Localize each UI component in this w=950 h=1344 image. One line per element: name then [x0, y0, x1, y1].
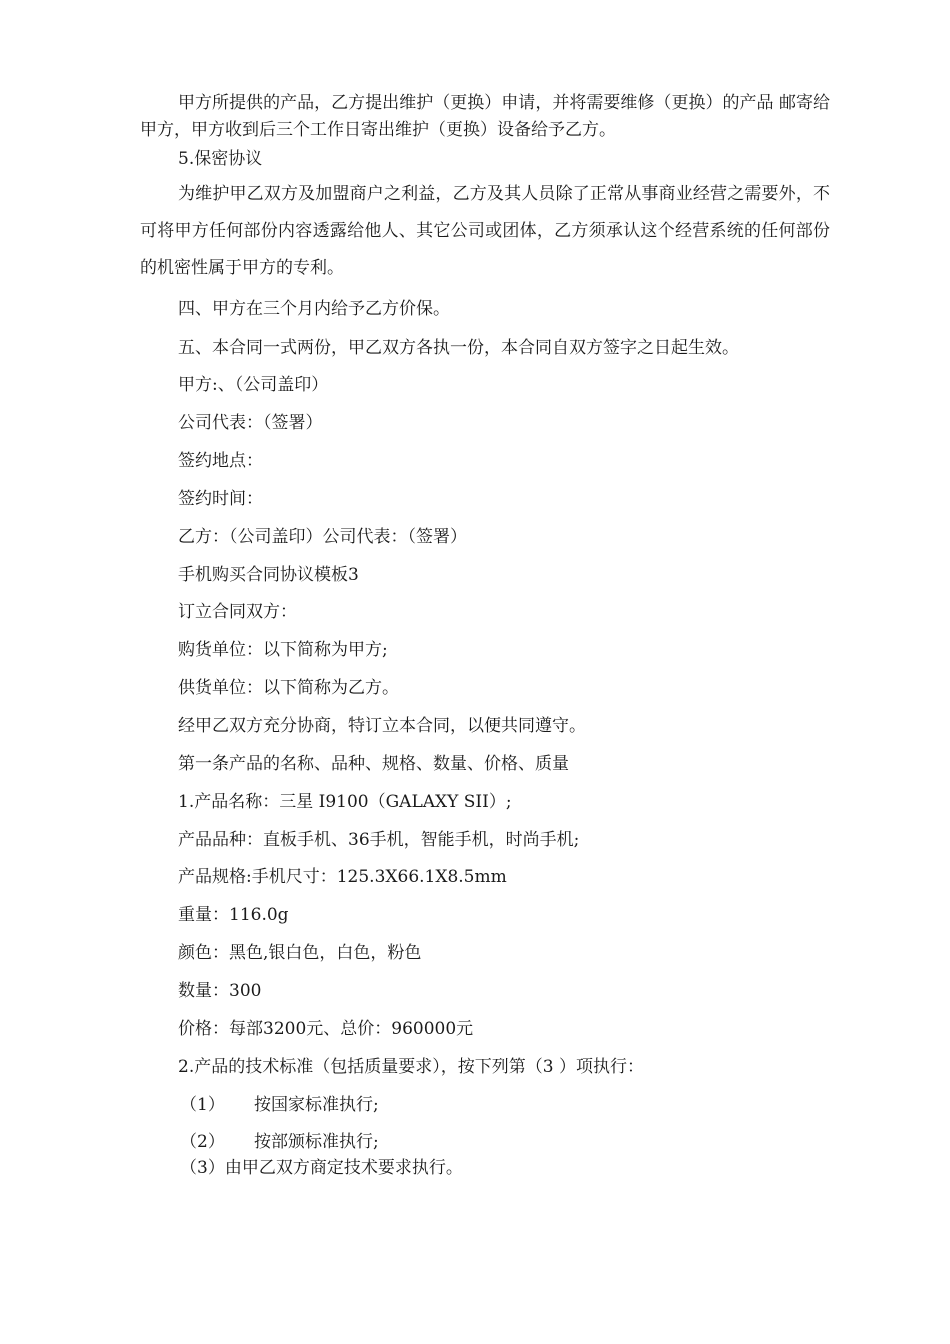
contract-parties: 订立合同双方： [178, 602, 297, 622]
list-item-2-number: （2） [180, 1132, 225, 1152]
party-a-seal: 甲方:、（公司盖印） [178, 375, 329, 395]
product-specification: 产品规格:手机尺寸：125.3X66.1X8.5mm [178, 867, 507, 887]
party-a-representative: 公司代表：（签署） [178, 413, 323, 433]
paragraph-product-maintenance: 甲方所提供的产品，乙方提出维护（更换）申请，并将需要维修（更换）的产品 邮寄给甲方，甲方收到后三个工作日寄出维护（更换）设备给予乙方。 [140, 93, 830, 140]
product-price: 价格：每部3200元、总价：960000元 [178, 1019, 474, 1039]
product-variety: 产品品种：直板手机、36手机，智能手机，时尚手机; [178, 830, 580, 850]
heading-confidentiality: 5.保密协议 [178, 149, 263, 169]
paragraph-confidentiality: 为维护甲乙双方及加盟商户之利益，乙方及其人员除了正常从事商业经营之需要外，不可将甲方任何部份内容透露给他人、其它公司或团体，乙方须承认这个经营系统的任何部份的机密性属于甲方的专利。 [140, 184, 830, 278]
signing-time: 签约时间： [178, 489, 263, 509]
clause-five: 五、本合同一式两份，甲乙双方各执一份，本合同自双方签字之日起生效。 [178, 338, 739, 358]
party-b-seal: 乙方：（公司盖印）公司代表：（签署） [178, 527, 467, 547]
technical-standard: 2.产品的技术标准（包括质量要求），按下列第（3 ）项执行： [178, 1057, 644, 1077]
product-quantity: 数量：300 [178, 981, 262, 1001]
clause-four: 四、甲方在三个月内给予乙方价保。 [178, 299, 450, 319]
product-colors: 颜色：黑色,银白色，白色，粉色 [178, 943, 422, 963]
agreement-statement: 经甲乙双方充分协商，特订立本合同，以便共同遵守。 [178, 716, 586, 736]
product-weight: 重量：116.0g [178, 905, 289, 925]
list-item-3: （3）由甲乙双方商定技术要求执行。 [180, 1158, 463, 1178]
signing-place: 签约地点： [178, 451, 263, 471]
supplier-unit: 供货单位：以下简称为乙方。 [178, 678, 399, 698]
product-name: 1.产品名称：三星 I9100（GALAXY SII）; [178, 792, 512, 812]
article-one-heading: 第一条产品的名称、品种、规格、数量、价格、质量 [178, 754, 569, 774]
list-item-1-text: 按国家标准执行; [254, 1095, 379, 1115]
buyer-unit: 购货单位：以下简称为甲方; [178, 640, 388, 660]
template-title: 手机购买合同协议模板3 [178, 565, 359, 585]
list-item-1-number: （1） [180, 1095, 225, 1115]
list-item-2-text: 按部颁标准执行; [254, 1132, 379, 1152]
